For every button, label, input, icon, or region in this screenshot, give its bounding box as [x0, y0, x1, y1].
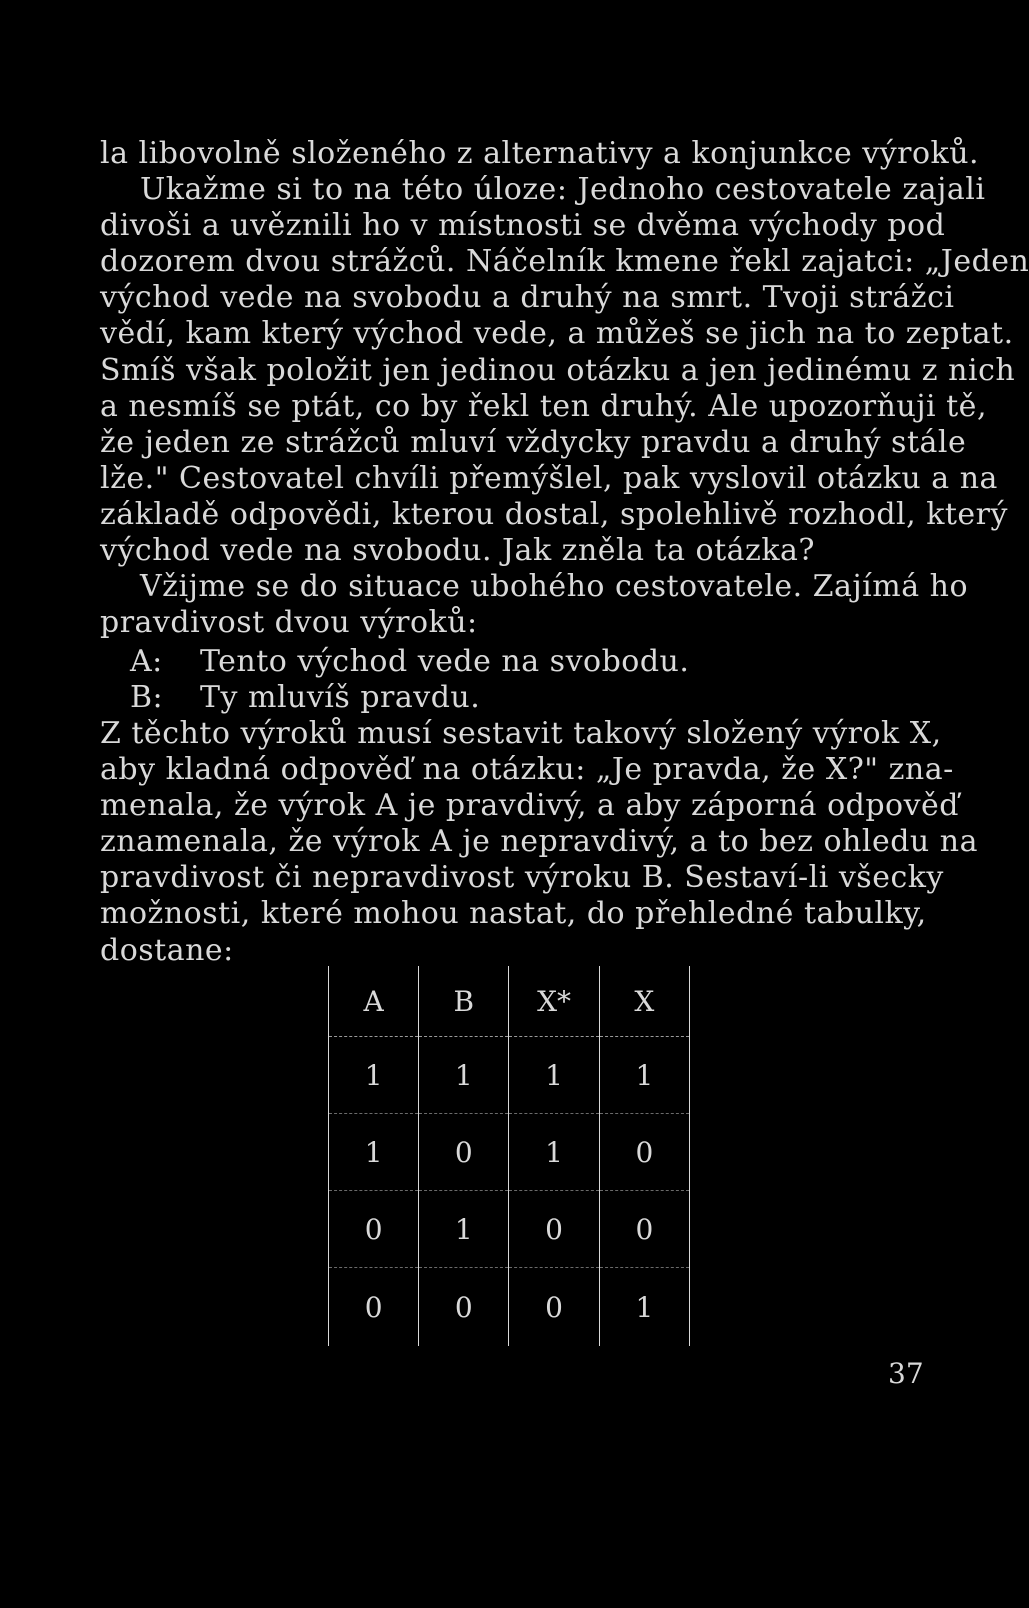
table-cell: 1 — [419, 1037, 509, 1114]
text-line: že jeden ze strážců mluví vždycky pravdu a druhý stále — [100, 424, 967, 460]
statement-a — [130, 644, 830, 680]
text-line: dozorem dvou strážců. Náčelník kmene řekl zajatci: „Jeden — [100, 244, 1029, 280]
text-line: vědí, kam který východ vede, a můžeš se jich na to zeptat. — [100, 316, 1014, 352]
table-cell: 0 — [419, 1114, 509, 1191]
table-cell: 1 — [599, 1037, 689, 1114]
text-line: východ vede na svobodu a druhý na smrt. Tvoji strážci — [100, 280, 955, 316]
text-line: východ vede na svobodu. Jak zněla ta otázka? — [100, 533, 815, 569]
column-header-x: X — [599, 966, 689, 1037]
text-line: la libovolně složeného z alternativy a konjunkce výroků. — [100, 136, 980, 171]
statement-label: A: — [130, 644, 163, 679]
table-row — [329, 1191, 690, 1268]
truth-table — [328, 966, 690, 1608]
table-cell: 0 — [329, 1191, 419, 1268]
table-cell: 1 — [329, 1114, 419, 1191]
paragraph-top — [100, 136, 1029, 641]
statement-list — [130, 644, 830, 716]
table-row — [329, 1114, 690, 1191]
table-cell: 1 — [419, 1191, 509, 1268]
table-cell: 1 — [329, 1037, 419, 1114]
table-cell: 1 — [509, 1114, 599, 1191]
text-line: Z těchto výroků musí sestavit takový složený výrok X, — [100, 716, 942, 751]
table-cell: 1 — [509, 1037, 599, 1114]
statement-text: Ty mluvíš pravdu. — [200, 680, 481, 716]
text-line: Smíš však položit jen jedinou otázku a jen jedinému z nich — [100, 352, 1016, 388]
column-header-x-star: X* — [509, 966, 599, 1037]
column-header-b: B — [419, 966, 509, 1037]
table-row — [329, 1268, 690, 1347]
statement-b — [130, 680, 830, 716]
text-line: Ukažme si to na této úloze: Jednoho cestovatele zajali — [140, 172, 986, 208]
text-line: dostane: — [100, 932, 234, 968]
table-cell: 0 — [599, 1114, 689, 1191]
text-line: a nesmíš se ptát, co by řekl ten druhý. Ale upozorňuji tě, — [100, 388, 987, 424]
paragraph-bottom — [100, 716, 978, 969]
table-row — [329, 1037, 690, 1114]
page-number: 37 — [888, 1357, 924, 1390]
table-cell: 0 — [329, 1268, 419, 1347]
text-line: znamenala, že výrok A je nepravdivý, a to bez ohledu na — [100, 824, 978, 860]
text-line: možnosti, které mohou nastat, do přehledné tabulky, — [100, 896, 927, 932]
text-line: divoši a uvěznili ho v místnosti se dvěma východy pod — [100, 208, 946, 244]
table-cell: 1 — [599, 1268, 689, 1347]
truth-table-grid — [328, 966, 690, 1346]
statement-label: B: — [130, 680, 164, 716]
column-header-a: A — [329, 966, 419, 1037]
text-line: pravdivost dvou výroků: — [100, 605, 478, 641]
table-cell: 0 — [509, 1191, 599, 1268]
text-line: aby kladná odpověď na otázku: „Je pravda, že X?" zna- — [100, 752, 954, 788]
table-cell: 0 — [509, 1268, 599, 1347]
text-line: menala, že výrok A je pravdivý, a aby záporná odpověď — [100, 788, 959, 824]
table-cell: 0 — [419, 1268, 509, 1347]
statement-text: Tento východ vede na svobodu. — [200, 644, 690, 679]
text-line: pravdivost či nepravdivost výroku B. Sestaví-li všecky — [100, 860, 944, 896]
text-line: lže." Cestovatel chvíli přemýšlel, pak vyslovil otázku a na — [100, 460, 998, 496]
text-line: základě odpovědi, kterou dostal, spolehlivě rozhodl, který — [100, 496, 1008, 532]
table-header-row — [329, 966, 690, 1037]
text-line: Vžijme se do situace ubohého cestovatele. Zajímá ho — [140, 569, 969, 605]
table-cell: 0 — [599, 1191, 689, 1268]
